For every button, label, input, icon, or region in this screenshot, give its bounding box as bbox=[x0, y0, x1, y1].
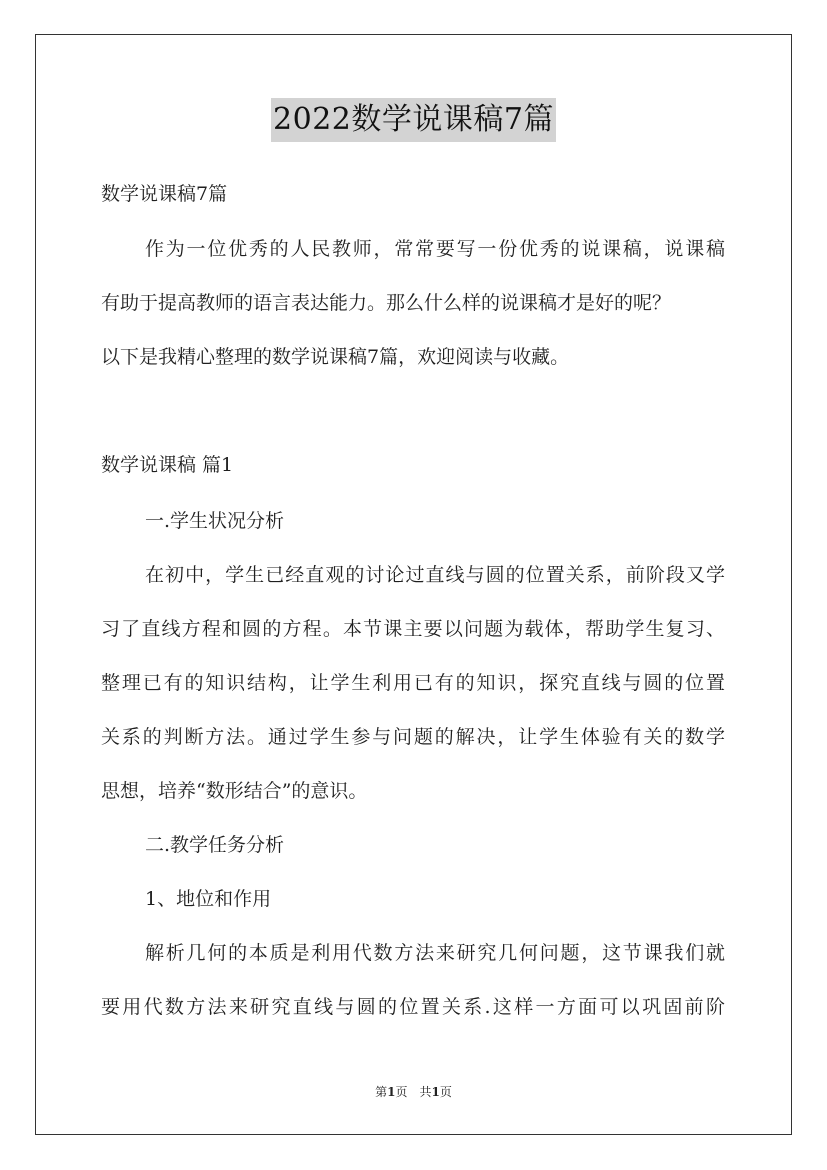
item1-line-2: 要用代数方法来研究直线与圆的位置关系.这样一方面可以巩固前阶 bbox=[101, 996, 725, 1018]
footer-mid: 页 共 bbox=[395, 1085, 432, 1099]
part1-line-1: 在初中，学生已经直观的讨论过直线与圆的位置关系，前阶段又学 bbox=[145, 564, 725, 586]
footer-prefix: 第 bbox=[375, 1085, 388, 1099]
part1-line-2: 习了直线方程和圆的方程。本节课主要以问题为载体，帮助学生复习、 bbox=[101, 618, 725, 640]
footer-page-current: 1 bbox=[387, 1085, 396, 1099]
part2-heading: 二.教学任务分析 bbox=[145, 834, 285, 856]
intro-line-3: 以下是我精心整理的数学说课稿7篇，欢迎阅读与收藏。 bbox=[101, 346, 570, 368]
section-heading: 数学说课稿 篇1 bbox=[101, 454, 234, 476]
part1-line-5: 思想，培养“数形结合”的意识。 bbox=[101, 780, 368, 802]
footer-page-total: 1 bbox=[431, 1085, 440, 1099]
footer-suffix: 页 bbox=[439, 1085, 452, 1099]
item1-line-1: 解析几何的本质是利用代数方法来研究几何问题，这节课我们就 bbox=[145, 942, 725, 964]
intro-line-1: 作为一位优秀的人民教师，常常要写一份优秀的说课稿，说课稿 bbox=[145, 238, 725, 260]
document-title: 2022数学说课稿7篇 bbox=[271, 98, 556, 142]
page-footer bbox=[0, 1083, 827, 1101]
part1-line-3: 整理已有的知识结构，让学生利用已有的知识，探究直线与圆的位置 bbox=[101, 672, 725, 694]
intro-line-2: 有助于提高教师的语言表达能力。那么什么样的说课稿才是好的呢？ bbox=[101, 292, 672, 314]
part1-line-4: 关系的判断方法。通过学生参与问题的解决，让学生体验有关的数学 bbox=[101, 726, 725, 748]
title-container bbox=[0, 98, 827, 142]
document-subtitle: 数学说课稿7篇 bbox=[101, 183, 228, 205]
part1-heading: 一.学生状况分析 bbox=[145, 510, 285, 532]
item1-heading: 1、地位和作用 bbox=[145, 888, 272, 910]
